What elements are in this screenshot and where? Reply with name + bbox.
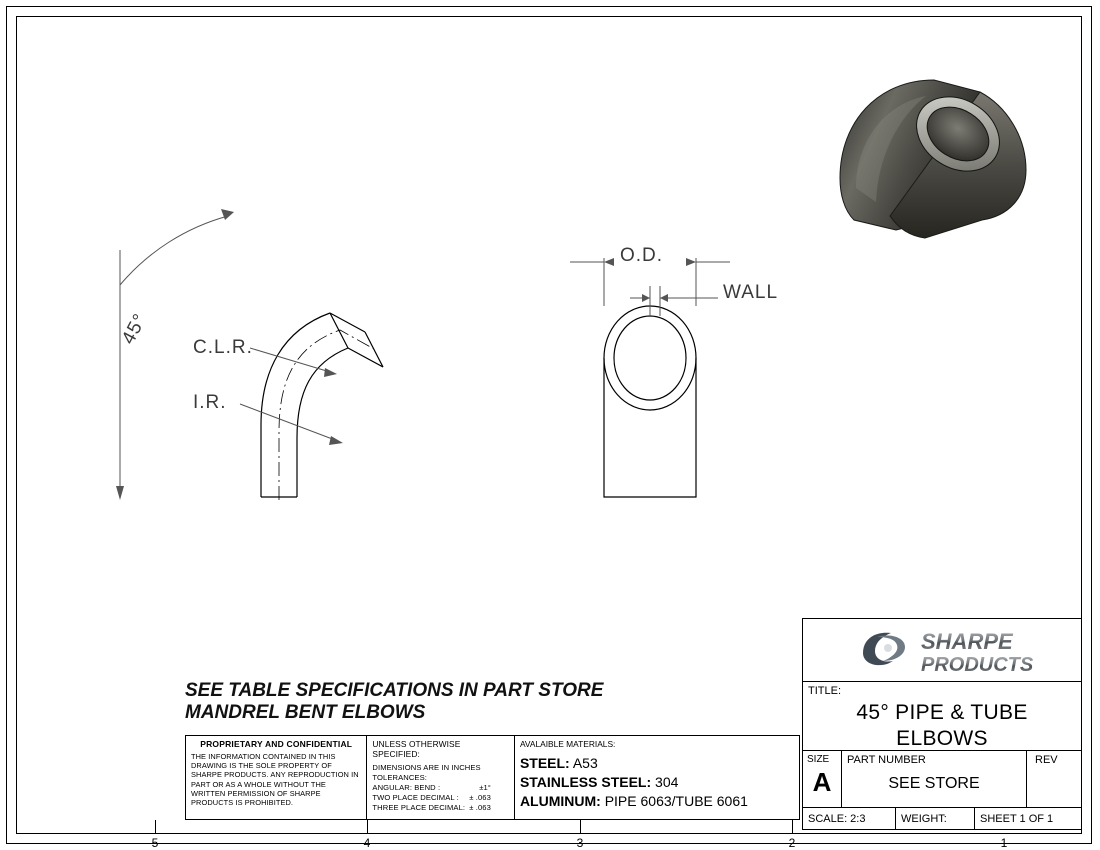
od-label: O.D.	[620, 245, 664, 266]
weight-field: WEIGHT:	[896, 808, 975, 829]
part-number-field	[842, 751, 1027, 807]
tolerance-label: THREE PLACE DECIMAL:	[372, 803, 466, 812]
tolerances-label-row	[372, 773, 509, 783]
specification-block	[185, 735, 800, 820]
zone-tick	[792, 820, 793, 834]
zone-tick	[367, 820, 368, 834]
zone-label-3: 3	[576, 836, 584, 850]
material-label: ALUMINUM:	[519, 793, 601, 809]
dimensions-units-label: DIMENSIONS ARE IN INCHES	[372, 763, 481, 772]
material-row	[520, 754, 794, 773]
material-value: 304	[655, 774, 679, 790]
proprietary-body: THE INFORMATION CONTAINED IN THIS DRAWING IS THE SOLE PROPERTY OF SHARPE PRODUCTS. ANY REPRODUCTION IN PART OR AS A WHOLE WITHOUT THE WRITTEN PERMISSION OF SHARPE PRODUCTS IS PROHIBITED.	[191, 752, 359, 808]
angle-label: 45°	[118, 309, 152, 348]
title-value-line-2: ELBOWS	[896, 727, 988, 750]
clr-label: C.L.R.	[193, 337, 253, 358]
unless-title: UNLESS OTHERWISE SPECIFIED:	[372, 739, 461, 759]
tolerance-row	[372, 783, 509, 793]
materials-title: AVALAIBLE MATERIALS:	[519, 739, 616, 749]
logo-text-bottom: PRODUCTS	[921, 654, 1034, 676]
elbow-isometric-view	[830, 70, 1060, 260]
tolerances-label: TOLERANCES:	[372, 773, 427, 782]
sheet-field: SHEET 1 OF 1	[980, 812, 1054, 825]
company-logo	[803, 619, 1081, 682]
drawing-notes	[185, 680, 603, 724]
materials-column	[515, 736, 799, 819]
revision-field	[1027, 751, 1081, 807]
zone-tick	[155, 820, 156, 834]
tolerance-value: ± .063	[469, 793, 491, 802]
size-field	[803, 751, 842, 807]
zone-label-5: 5	[151, 836, 159, 850]
title-label: TITLE:	[808, 685, 842, 697]
note-line-2: MANDREL BENT ELBOWS	[185, 702, 426, 723]
ir-label: I.R.	[193, 392, 227, 413]
size-label: SIZE	[807, 754, 830, 765]
material-row	[520, 792, 794, 811]
material-label: STAINLESS STEEL:	[519, 774, 652, 790]
tolerance-label: ANGULAR: BEND :	[372, 783, 441, 792]
title-block	[802, 618, 1082, 830]
zone-label-1: 1	[1000, 836, 1008, 850]
scale-field: SCALE: 2:3	[803, 808, 896, 829]
part-number-label: PART NUMBER	[847, 754, 926, 766]
unless-otherwise-column	[367, 736, 515, 819]
tolerance-row	[372, 793, 509, 803]
tolerance-value: ± .063	[469, 803, 491, 812]
part-row	[803, 751, 1081, 808]
material-label: STEEL:	[519, 755, 570, 771]
tolerance-row	[372, 803, 509, 813]
revision-label: REV	[1035, 754, 1058, 766]
tolerance-label: TWO PLACE DECIMAL :	[372, 793, 459, 802]
material-value: PIPE 6063/TUBE 6061	[604, 793, 748, 809]
title-block-footer	[803, 808, 1081, 829]
title-value-line-1: 45° PIPE & TUBE	[856, 701, 1028, 724]
size-value: A	[812, 767, 832, 797]
title-value	[803, 700, 1081, 752]
title-field	[803, 682, 1081, 751]
sharpe-products-logo-icon	[803, 619, 1081, 681]
material-value: A53	[572, 755, 598, 771]
dimensions-units	[372, 763, 509, 773]
note-line-1: SEE TABLE SPECIFICATIONS IN PART STORE	[185, 680, 604, 701]
zone-label-2: 2	[788, 836, 796, 850]
zone-label-4: 4	[363, 836, 371, 850]
material-row	[520, 773, 794, 792]
proprietary-column	[186, 736, 367, 819]
logo-text-top: SHARPE	[921, 629, 1013, 654]
tolerance-value: ±1°	[479, 783, 491, 792]
wall-label: WALL	[723, 282, 779, 303]
proprietary-title: PROPRIETARY AND CONFIDENTIAL	[200, 739, 353, 749]
part-number-value: SEE STORE	[888, 775, 980, 792]
zone-tick	[580, 820, 581, 834]
